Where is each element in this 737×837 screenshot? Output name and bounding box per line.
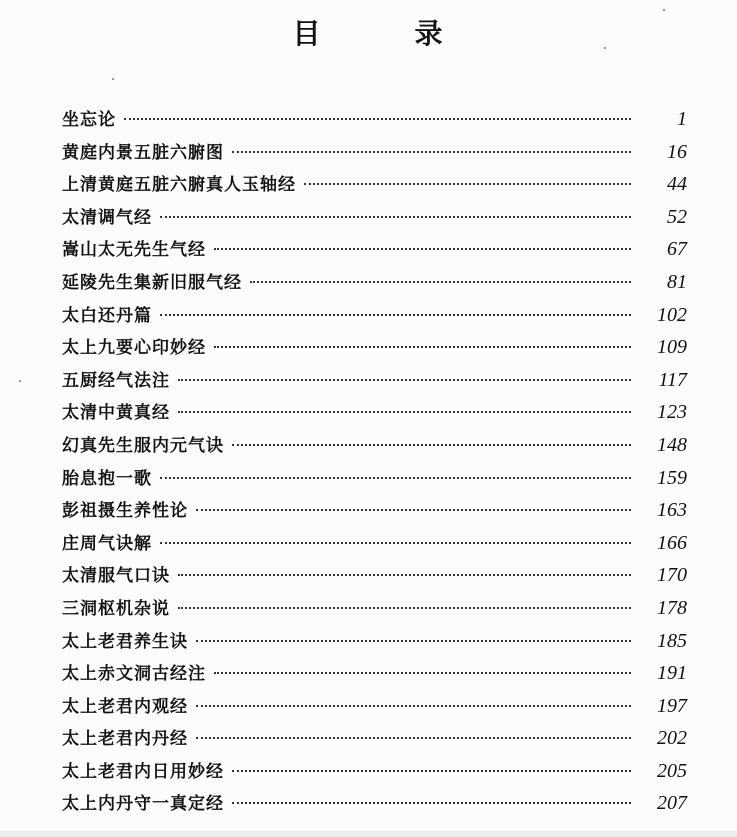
toc-page-number: 170 [657, 564, 687, 587]
toc-page-number: 67 [667, 238, 687, 261]
toc-page-number: 109 [657, 336, 687, 359]
toc-leader-dots [232, 801, 631, 804]
toc-leader-dots [214, 345, 631, 348]
toc-row [62, 494, 687, 527]
toc-entry-title: 太上内丹守一真定经 [62, 794, 224, 815]
toc-entry-title: 上清黄庭五脏六腑真人玉轴经 [62, 175, 296, 196]
toc-entry-title: 庄周气诀解 [62, 533, 152, 554]
toc-row [62, 331, 687, 364]
toc-leader-dots [160, 215, 631, 218]
toc-row [62, 559, 687, 592]
toc-row [62, 396, 687, 429]
scan-speck [604, 47, 606, 49]
table-of-contents [62, 103, 687, 820]
toc-row [62, 755, 687, 788]
toc-leader-dots [178, 410, 631, 413]
toc-entry-title: 嵩山太无先生气经 [62, 240, 206, 261]
toc-row [62, 103, 687, 136]
scan-bottom-edge [0, 831, 737, 837]
toc-leader-dots [196, 639, 631, 642]
toc-page-number: 191 [657, 662, 687, 685]
toc-entry-title: 太上老君内观经 [62, 696, 188, 717]
toc-page-number: 123 [657, 401, 687, 424]
toc-entry-title: 太清调气经 [62, 207, 152, 228]
title-char-1: 目 [292, 17, 323, 50]
toc-entry-title: 太清中黄真经 [62, 403, 170, 424]
toc-entry-title: 幻真先生服内元气诀 [62, 435, 224, 456]
toc-page-number: 52 [667, 205, 687, 228]
toc-row [62, 201, 687, 234]
scan-speck [663, 9, 665, 11]
toc-row [62, 527, 687, 560]
toc-page-number: 16 [667, 140, 687, 163]
toc-entry-title: 太清服气口诀 [62, 566, 170, 587]
toc-entry-title: 五厨经气法注 [62, 370, 170, 391]
toc-page-number: 205 [657, 759, 687, 782]
toc-page-number: 185 [657, 629, 687, 652]
toc-leader-dots [160, 476, 631, 479]
toc-page-number: 197 [657, 694, 687, 717]
toc-row [62, 657, 687, 690]
toc-entry-title: 太上赤文洞古经注 [62, 664, 206, 685]
toc-entry-title: 太上老君养生诀 [62, 631, 188, 652]
toc-page-number: 44 [667, 173, 687, 196]
toc-leader-dots [304, 182, 631, 185]
toc-row [62, 690, 687, 723]
toc-row [62, 787, 687, 820]
toc-leader-dots [124, 117, 631, 120]
toc-row [62, 364, 687, 397]
toc-page-number: 117 [658, 368, 687, 391]
toc-leader-dots [250, 280, 631, 283]
toc-entry-title: 胎息抱一歌 [62, 468, 152, 489]
toc-leader-dots [196, 704, 631, 707]
toc-entry-title: 太白还丹篇 [62, 305, 152, 326]
toc-row [62, 722, 687, 755]
toc-page-number: 1 [677, 108, 687, 130]
toc-page-number: 148 [657, 433, 687, 456]
toc-leader-dots [232, 150, 631, 153]
toc-row [62, 462, 687, 495]
toc-page-number: 166 [657, 531, 687, 554]
scan-speck [112, 78, 114, 80]
toc-leader-dots [160, 313, 631, 316]
toc-entry-title: 黄庭内景五脏六腑图 [62, 142, 224, 163]
toc-page-number: 102 [657, 303, 687, 326]
scan-speck [19, 380, 21, 382]
toc-row [62, 233, 687, 266]
toc-entry-title: 太上老君内日用妙经 [62, 761, 224, 782]
toc-page-number: 207 [657, 792, 687, 815]
toc-entry-title: 坐忘论 [62, 110, 116, 130]
toc-leader-dots [178, 606, 631, 609]
toc-page-number: 163 [657, 499, 687, 522]
title-char-2: 录 [414, 17, 445, 50]
toc-entry-title: 三洞枢机杂说 [62, 598, 170, 619]
toc-page-number: 178 [657, 596, 687, 619]
toc-leader-dots [196, 508, 631, 511]
toc-leader-dots [232, 443, 631, 446]
toc-leader-dots [232, 769, 631, 772]
toc-entry-title: 彭祖摄生养性论 [62, 501, 188, 522]
toc-leader-dots [196, 736, 631, 739]
toc-entry-title: 太上老君内丹经 [62, 729, 188, 750]
page-title [0, 14, 737, 54]
toc-row [62, 299, 687, 332]
toc-entry-title: 太上九要心印妙经 [62, 338, 206, 359]
toc-row [62, 136, 687, 169]
toc-entry-title: 延陵先生集新旧服气经 [62, 272, 242, 293]
toc-page-number: 81 [667, 270, 687, 293]
toc-leader-dots [214, 671, 631, 674]
toc-page-number: 159 [657, 466, 687, 489]
toc-row [62, 168, 687, 201]
toc-leader-dots [160, 541, 631, 544]
toc-leader-dots [214, 247, 631, 250]
toc-row [62, 592, 687, 625]
toc-leader-dots [178, 378, 631, 381]
toc-page-number: 202 [657, 727, 687, 750]
toc-row [62, 625, 687, 658]
toc-row [62, 266, 687, 299]
toc-row [62, 429, 687, 462]
toc-leader-dots [178, 573, 631, 576]
